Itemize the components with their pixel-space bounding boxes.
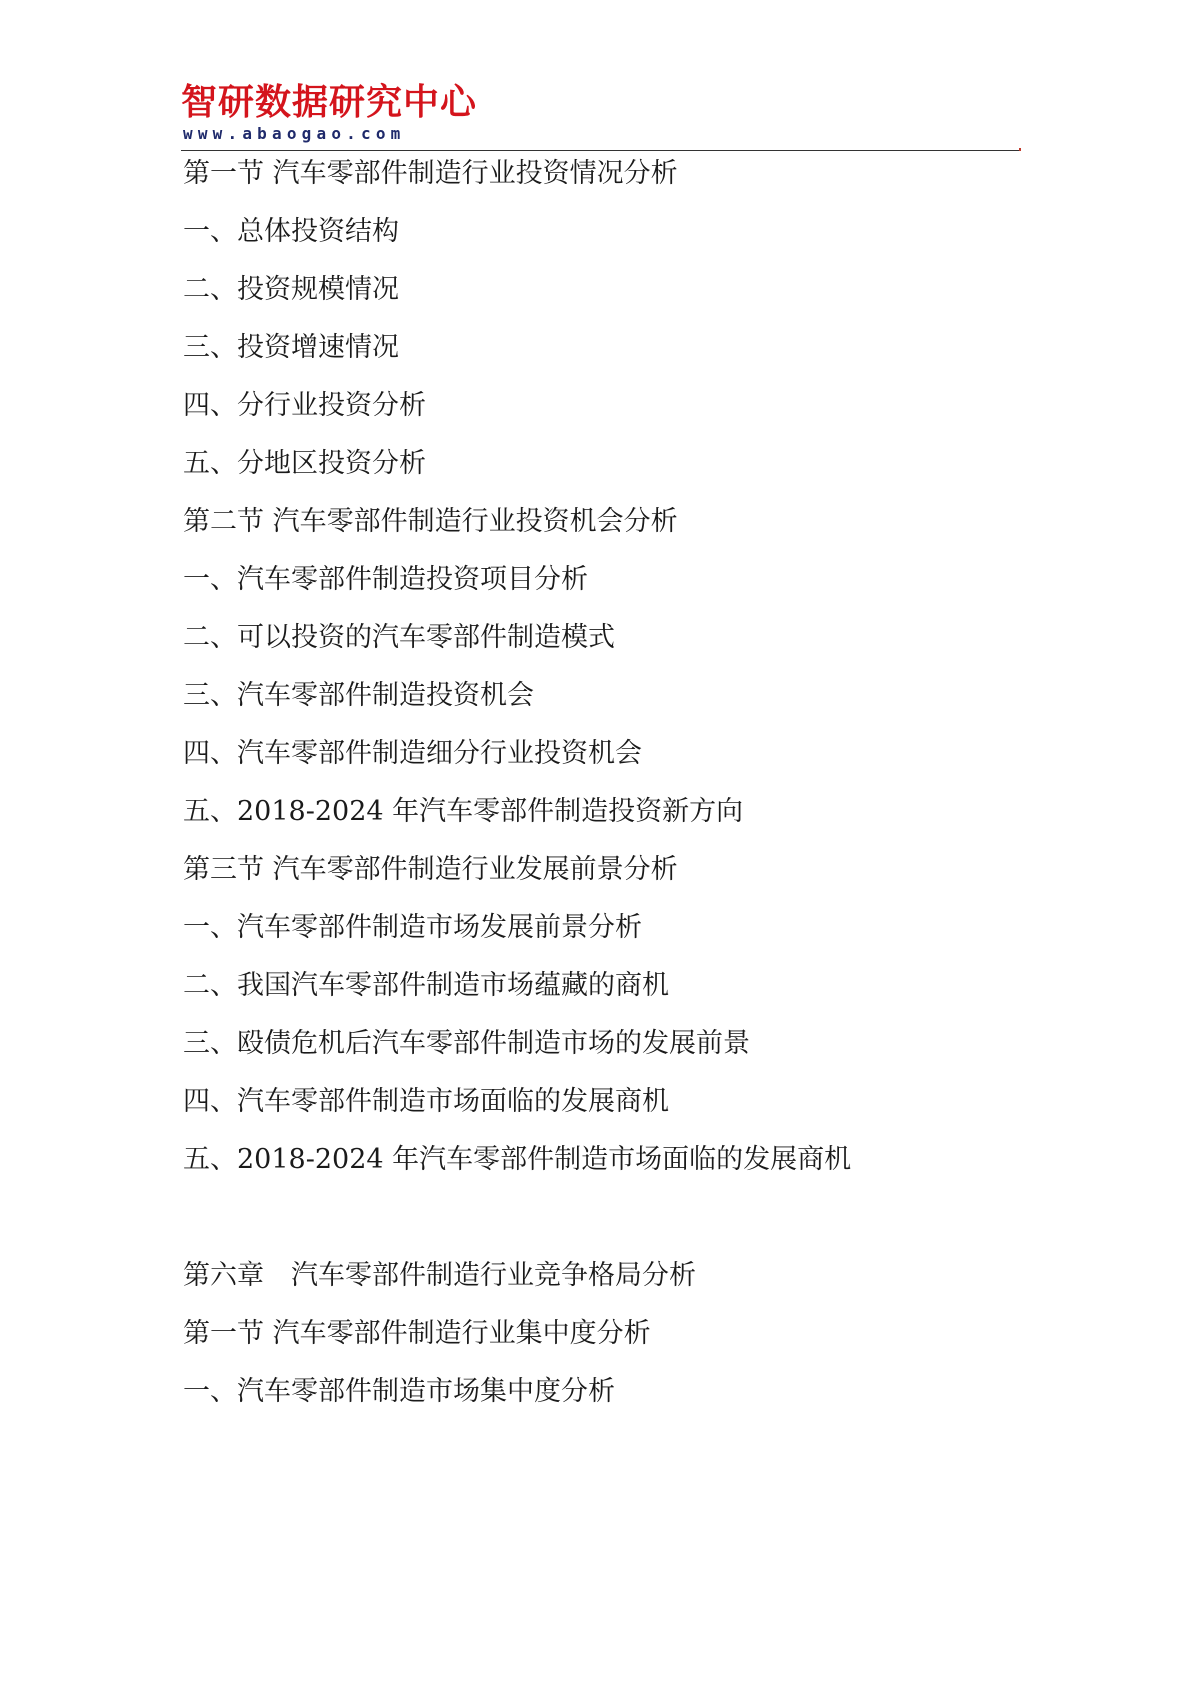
toc-item: 一、汽车零部件制造市场发展前景分析	[183, 912, 642, 943]
toc-item: 二、我国汽车零部件制造市场蕴藏的商机	[183, 970, 669, 1001]
toc-item: 三、殴债危机后汽车零部件制造市场的发展前景	[183, 1028, 750, 1059]
toc-item: 四、汽车零部件制造细分行业投资机会	[183, 738, 642, 769]
page-header	[0, 0, 1191, 160]
toc-section-heading: 第一节 汽车零部件制造行业投资情况分析	[183, 158, 678, 189]
toc-section-heading: 第三节 汽车零部件制造行业发展前景分析	[183, 854, 678, 885]
toc-item: 一、汽车零部件制造投资项目分析	[183, 564, 588, 595]
toc-item: 三、投资增速情况	[183, 332, 399, 363]
header-divider-end-mark	[1019, 148, 1021, 151]
logo-title: 智研数据研究中心	[181, 82, 478, 123]
logo-url: www.abaogao.com	[183, 124, 406, 143]
toc-item: 五、2018-2024 年汽车零部件制造投资新方向	[183, 796, 744, 827]
toc-item: 五、2018-2024 年汽车零部件制造市场面临的发展商机	[183, 1144, 852, 1175]
toc-section-heading: 第二节 汽车零部件制造行业投资机会分析	[183, 506, 678, 537]
toc-item: 一、汽车零部件制造市场集中度分析	[183, 1376, 615, 1407]
toc-item: 五、分地区投资分析	[183, 448, 426, 479]
toc-item: 四、汽车零部件制造市场面临的发展商机	[183, 1086, 669, 1117]
toc-item: 二、可以投资的汽车零部件制造模式	[183, 622, 615, 653]
header-divider	[181, 150, 1021, 151]
toc-item: 四、分行业投资分析	[183, 390, 426, 421]
toc-section-heading: 第一节 汽车零部件制造行业集中度分析	[183, 1318, 651, 1349]
toc-item: 一、总体投资结构	[183, 216, 399, 247]
toc-chapter-heading: 第六章 汽车零部件制造行业竞争格局分析	[183, 1260, 696, 1291]
toc-item: 二、投资规模情况	[183, 274, 399, 305]
toc-item: 三、汽车零部件制造投资机会	[183, 680, 534, 711]
